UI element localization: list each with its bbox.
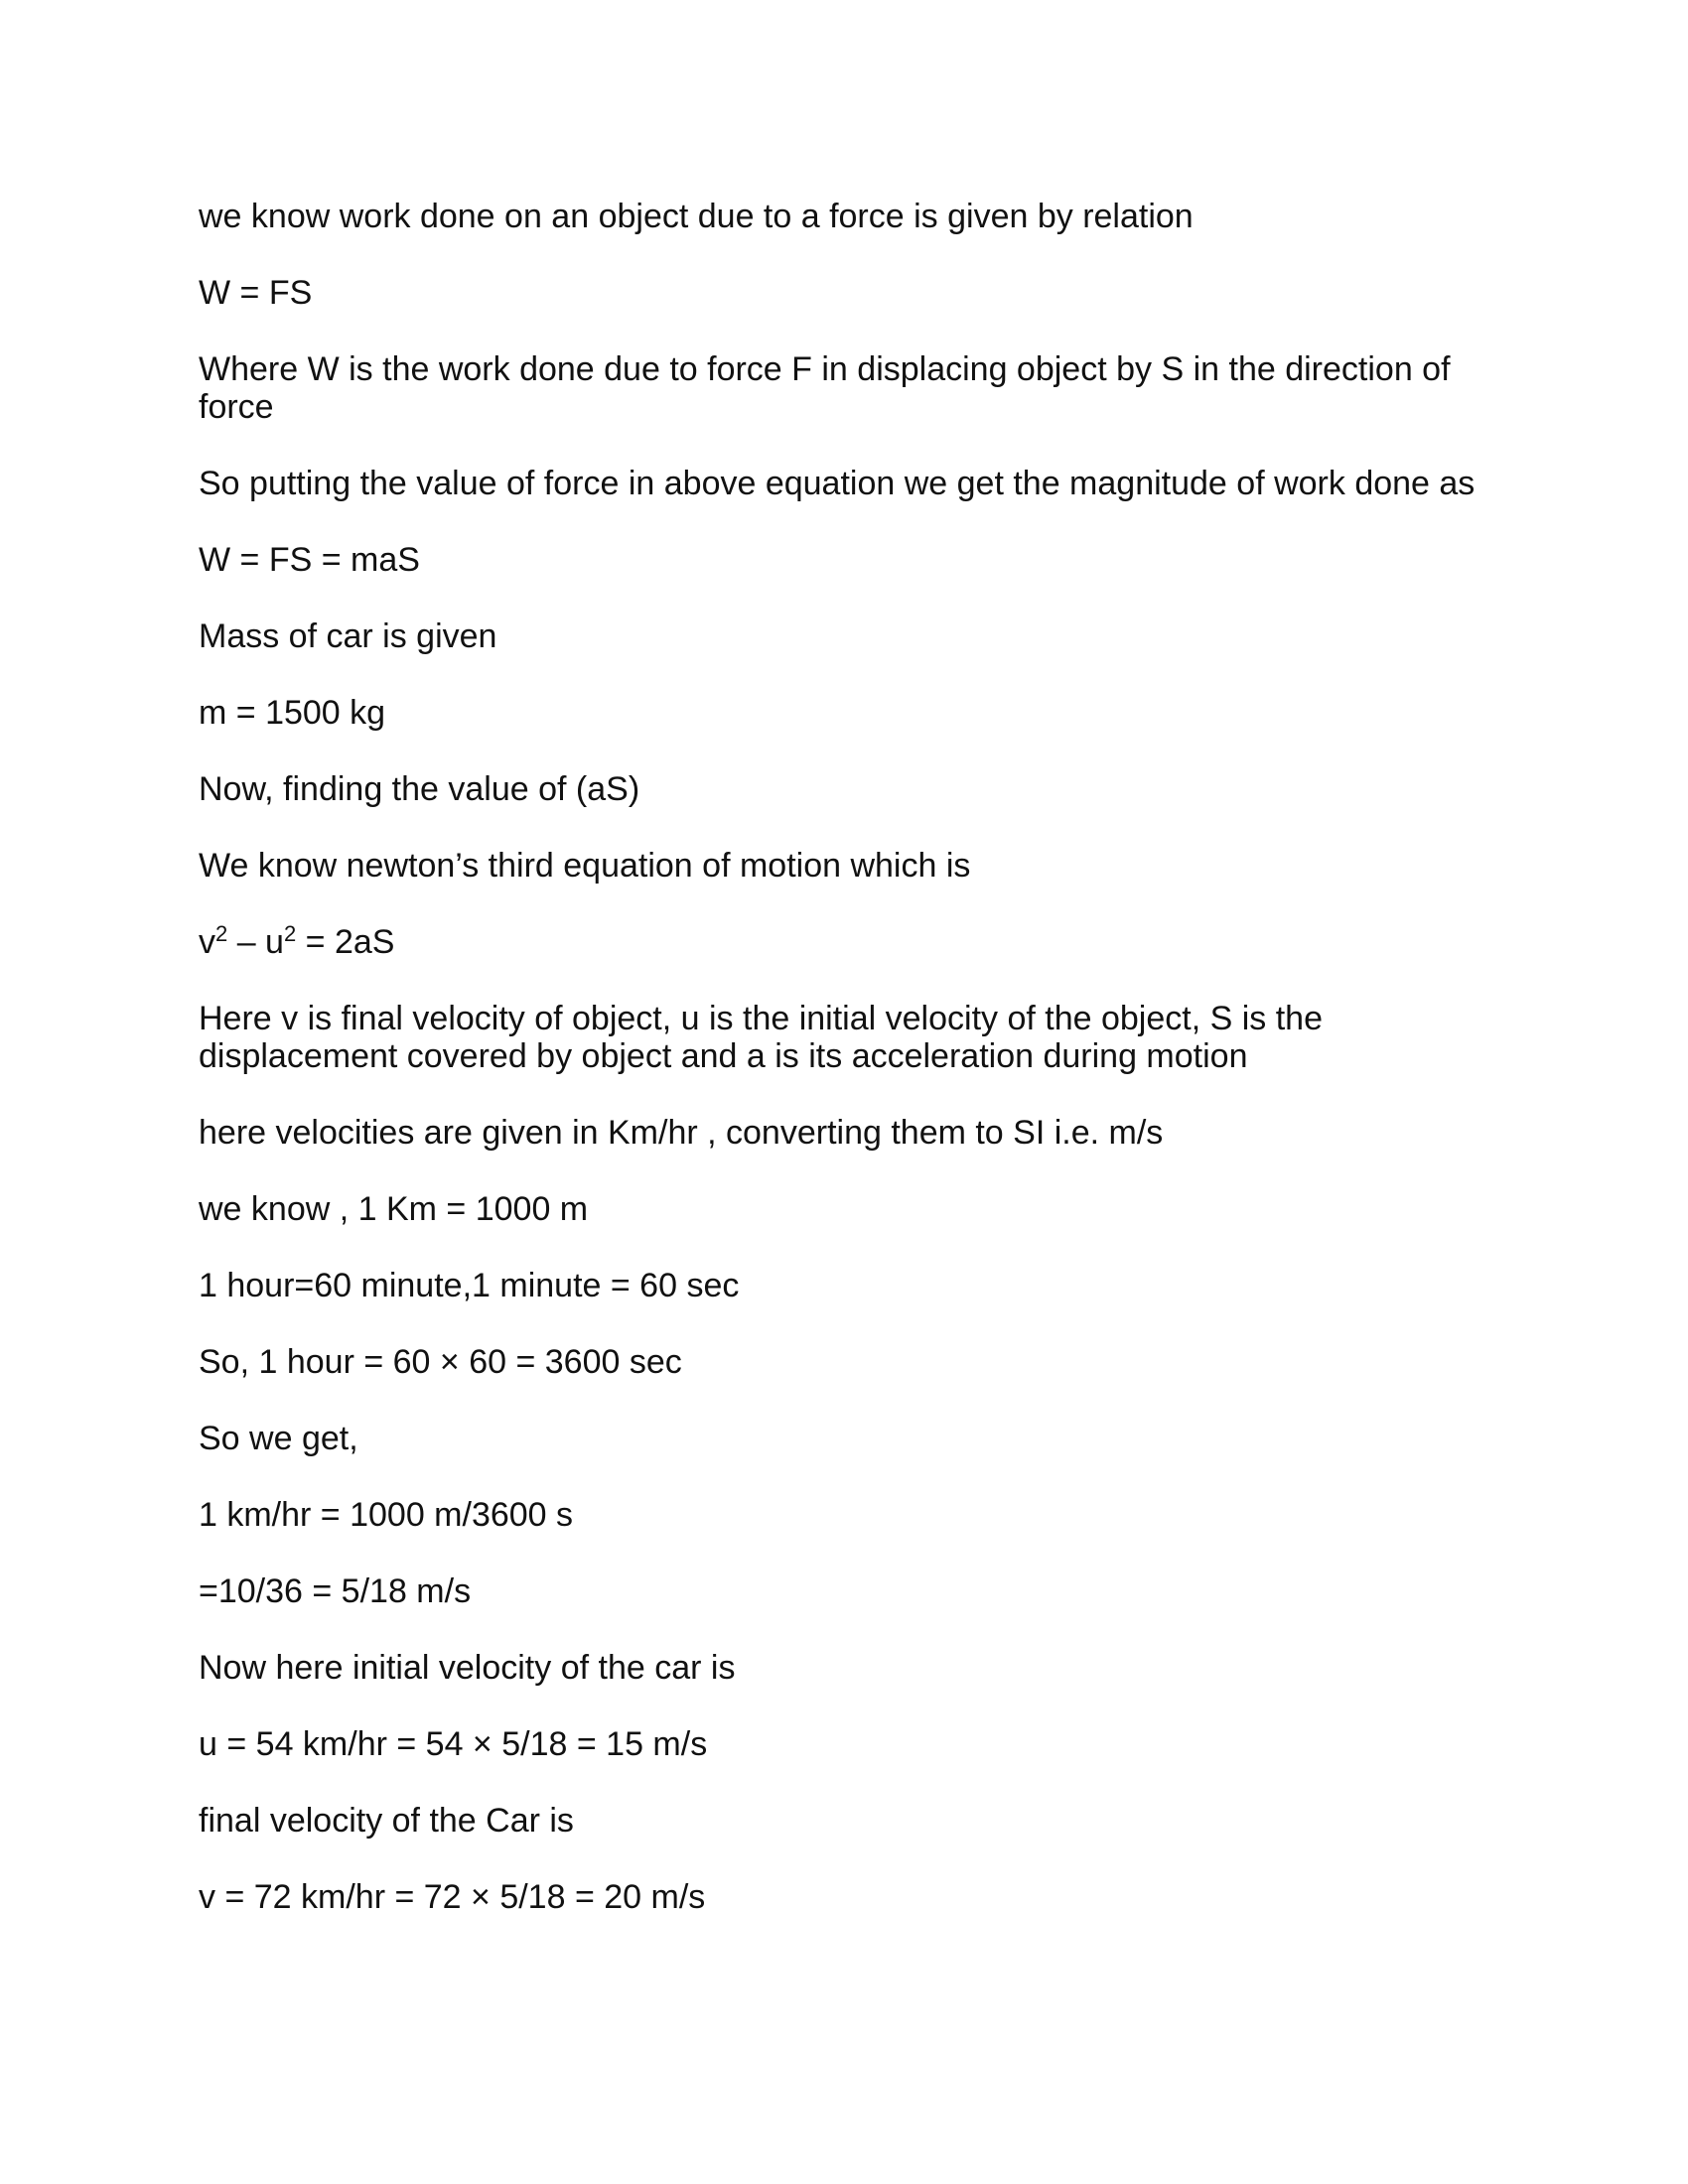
equation-hour-minute: 1 hour=60 minute,1 minute = 60 sec (199, 1267, 740, 1304)
equation-final-velocity: v = 72 km/hr = 72 × 5/18 = 20 m/s (199, 1878, 706, 1916)
equation-km-to-m: we know , 1 Km = 1000 m (199, 1190, 589, 1228)
equation-v-exponent: 2 (215, 921, 228, 946)
text-line-work-definition: Where W is the work done due to force F in displacing object by S in the direction of force (199, 350, 1451, 426)
text-line-substitute-force: So putting the value of force in above equation we get the magnitude of work done as (199, 465, 1476, 502)
equation-kmhr-conversion: 1 km/hr = 1000 m/3600 s (199, 1496, 574, 1534)
equation-equals-2as: = 2aS (296, 923, 395, 961)
equation-hour-seconds: So, 1 hour = 60 × 60 = 3600 sec (199, 1343, 682, 1381)
equation-mass: m = 1500 kg (199, 694, 386, 732)
text-line-work-intro: we know work done on an object due to a force is given by relation (199, 198, 1194, 235)
text-line-variable-definitions: Here v is final velocity of object, u is the initial velocity of the object, S is the displacement covered by object and a is its acceleration during motion (199, 1000, 1323, 1075)
text-line-third-equation: We know newton’s third equation of motion which is (199, 847, 971, 885)
text-line-initial-velocity: Now here initial velocity of the car is (199, 1649, 736, 1687)
equation-v: v (199, 923, 215, 961)
text-line-find-as: Now, finding the value of (aS) (199, 770, 640, 808)
equation-u-exponent: 2 (283, 921, 297, 946)
equation-minus-u: – u (227, 923, 284, 961)
text-line-so-we-get: So we get, (199, 1420, 358, 1457)
equation-third-motion (199, 923, 1489, 961)
equation-work: W = FS (199, 274, 313, 312)
text-line-mass-given: Mass of car is given (199, 617, 497, 655)
equation-work-mas: W = FS = maS (199, 541, 420, 579)
equation-conversion-factor: =10/36 = 5/18 m/s (199, 1572, 472, 1610)
equation-initial-velocity: u = 54 km/hr = 54 × 5/18 = 15 m/s (199, 1725, 708, 1763)
document-body (199, 198, 1489, 1955)
text-line-final-velocity: final velocity of the Car is (199, 1802, 574, 1840)
text-line-si-conversion: here velocities are given in Km/hr , converting them to SI i.e. m/s (199, 1114, 1164, 1152)
